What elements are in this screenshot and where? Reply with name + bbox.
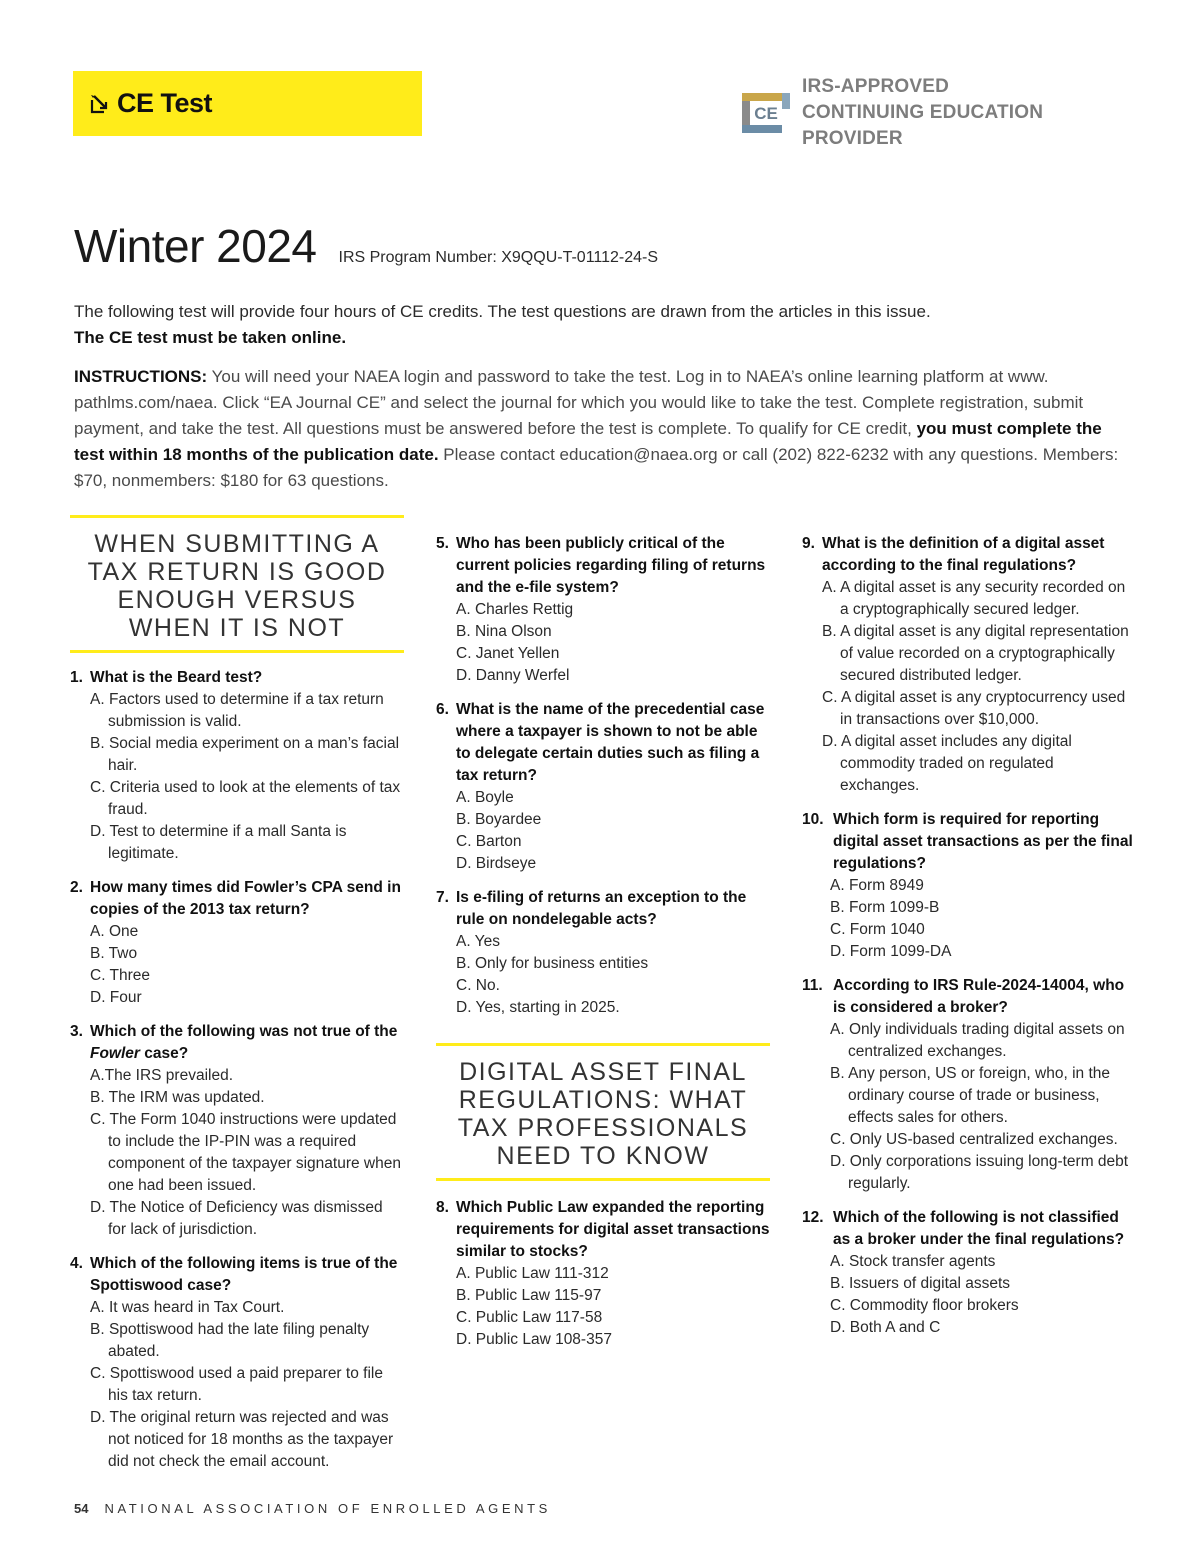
question-text: Is e-filing of returns an exception to the rule on nondelegable acts? bbox=[456, 889, 747, 928]
answer-option: A. A digital asset is any security recorded on a cryptographically secured ledger. bbox=[822, 579, 1126, 618]
question-text: What is the name of the precedential case where a taxpayer is shown to not be able to delegate certain duties such as filing a tax return? bbox=[456, 701, 765, 784]
answer-option: C. Three bbox=[90, 967, 151, 984]
question-number: 2. bbox=[70, 879, 83, 896]
column-1 bbox=[70, 515, 404, 1485]
answer-option: A.The IRS prevailed. bbox=[90, 1067, 234, 1084]
question-7 bbox=[436, 887, 770, 1019]
question-text: Which of the following items is true of the Spottiswood case? bbox=[90, 1255, 398, 1294]
answer-option: A. Form 8949 bbox=[830, 877, 924, 894]
answer-option: C. Only US-based centralized exchanges. bbox=[830, 1131, 1118, 1148]
question-11 bbox=[802, 975, 1136, 1195]
question-number: 7. bbox=[436, 889, 449, 906]
section-title: DIGITAL ASSET FINAL REGULATIONS: WHAT TAX PROFESSIONALS NEED TO KNOW bbox=[457, 1058, 749, 1170]
instructions-deadline: you must complete the test within 18 months of the publication date. bbox=[74, 419, 1102, 464]
answer-option: C. A digital asset is any cryptocurrency used in transactions over $10,000. bbox=[822, 689, 1126, 728]
column-2 bbox=[436, 533, 770, 1363]
provider-line-1: IRS-APPROVED bbox=[802, 76, 950, 97]
question-number: 3. bbox=[70, 1023, 83, 1040]
answer-option: A. Stock transfer agents bbox=[830, 1253, 996, 1270]
answer-option: D. A digital asset includes any digital commodity traded on regulated exchanges. bbox=[822, 733, 1072, 794]
instructions-label: INSTRUCTIONS: bbox=[74, 367, 208, 386]
answer-option: D. Yes, starting in 2025. bbox=[456, 999, 620, 1016]
question-3 bbox=[70, 1021, 404, 1241]
irs-provider-badge bbox=[740, 74, 1043, 152]
ce-provider-logo bbox=[740, 85, 796, 141]
section-header-digital-asset bbox=[436, 1043, 770, 1181]
title-row bbox=[74, 219, 658, 273]
instructions bbox=[74, 364, 1134, 494]
answer-option: D. Danny Werfel bbox=[456, 667, 570, 684]
answer-option: C. The Form 1040 instructions were updated to include the IP-PIN was a required component of the taxpayer signature when one had been issued. bbox=[90, 1111, 401, 1194]
pencil-arrow-icon bbox=[89, 93, 111, 115]
answer-option: D. Both A and C bbox=[830, 1319, 941, 1336]
banner-label: CE Test bbox=[117, 88, 213, 118]
answer-option: A. Only individuals trading digital assets on centralized exchanges. bbox=[830, 1021, 1125, 1060]
answer-option: C. Criteria used to look at the elements of tax fraud. bbox=[90, 779, 401, 818]
ce-test-banner bbox=[73, 71, 422, 136]
question-text: Which form is required for reporting digital asset transactions as per the final regulations? bbox=[833, 811, 1133, 872]
answer-option: C. Janet Yellen bbox=[456, 645, 560, 662]
answer-option: A. One bbox=[90, 923, 139, 940]
logo-text: CE bbox=[754, 104, 778, 123]
answer-option: C. Spottiswood used a paid preparer to file his tax return. bbox=[90, 1365, 383, 1404]
question-4 bbox=[70, 1253, 404, 1473]
provider-line-3: PROVIDER bbox=[802, 128, 903, 149]
answer-option: D. Birdseye bbox=[456, 855, 537, 872]
question-12 bbox=[802, 1207, 1136, 1339]
question-text: Who has been publicly critical of the current policies regarding filing of returns and the e-file system? bbox=[456, 535, 766, 596]
program-number: IRS Program Number: X9QQU-T-01112-24-S bbox=[338, 249, 659, 266]
intro bbox=[74, 299, 1134, 351]
question-1 bbox=[70, 667, 404, 865]
question-number: 4. bbox=[70, 1255, 83, 1272]
answer-option: A. Yes bbox=[456, 933, 500, 950]
answer-option: B. A digital asset is any digital representation of value recorded on a cryptographically secured distributed ledger. bbox=[822, 623, 1129, 684]
section-header-tax-return bbox=[70, 515, 404, 653]
page-footer bbox=[74, 1501, 551, 1516]
answer-option: C. Form 1040 bbox=[830, 921, 925, 938]
answer-option: C. Barton bbox=[456, 833, 522, 850]
answer-option: B. Social media experiment on a man’s facial hair. bbox=[90, 735, 400, 774]
answer-option: D. Test to determine if a mall Santa is legitimate. bbox=[90, 823, 347, 862]
question-text-end: case? bbox=[139, 1045, 189, 1062]
question-number: 5. bbox=[436, 535, 449, 552]
answer-option: D. Public Law 108-357 bbox=[456, 1331, 612, 1348]
section-title: WHEN SUBMITTING A TAX RETURN IS GOOD ENOUGH VERSUS WHEN IT IS NOT bbox=[87, 530, 387, 642]
answer-option: D. Form 1099-DA bbox=[830, 943, 952, 960]
intro-online-note: The CE test must be taken online. bbox=[74, 328, 347, 347]
answer-option: B. Boyardee bbox=[456, 811, 542, 828]
page-number: 54 bbox=[74, 1501, 89, 1516]
answer-option: B. Form 1099-B bbox=[830, 899, 940, 916]
answer-option: C. Commodity floor brokers bbox=[830, 1297, 1019, 1314]
page-title: Winter 2024 bbox=[74, 220, 317, 272]
question-6 bbox=[436, 699, 770, 875]
answer-option: B. Issuers of digital assets bbox=[830, 1275, 1011, 1292]
answer-option: B. Only for business entities bbox=[456, 955, 649, 972]
question-text: According to IRS Rule-2024-14004, who is considered a broker? bbox=[833, 977, 1125, 1016]
answer-option: D. The original return was rejected and was not noticed for 18 months as the taxpayer did not check the email account. bbox=[90, 1409, 394, 1470]
question-number: 11. bbox=[802, 977, 823, 994]
question-text: How many times did Fowler’s CPA send in copies of the 2013 tax return? bbox=[90, 879, 401, 918]
question-2 bbox=[70, 877, 404, 1009]
answer-option: A. Public Law 111-312 bbox=[456, 1265, 609, 1282]
answer-option: B. The IRM was updated. bbox=[90, 1089, 265, 1106]
answer-option: B. Spottiswood had the late filing penalty abated. bbox=[90, 1321, 370, 1360]
instructions-contact: Please contact education@naea.org or call (202) 822-6232 with any questions. Members: $70, nonmembers: $180 for 63 questions. bbox=[74, 445, 1119, 490]
answer-option: B. Two bbox=[90, 945, 138, 962]
question-text: What is the definition of a digital asset according to the final regulations? bbox=[822, 535, 1105, 574]
instructions-text: You will need your NAEA login and password to take the test. Log in to NAEA’s online learning platform at www. pathlms.com/naea. Click “EA Journal CE” and select the journal for which you would like to take the test. Complete registration, submit payment, and take the test. All questions must be answered before the test is complete. To qualify for CE credit, bbox=[74, 367, 1084, 438]
answer-option: B. Public Law 115-97 bbox=[456, 1287, 602, 1304]
answer-option: D. Four bbox=[90, 989, 142, 1006]
question-number: 10. bbox=[802, 811, 824, 828]
question-text: Which of the following was not true of the bbox=[90, 1023, 398, 1040]
question-number: 12. bbox=[802, 1209, 824, 1226]
question-number: 6. bbox=[436, 701, 449, 718]
answer-option: C. No. bbox=[456, 977, 500, 994]
answer-option: A. Boyle bbox=[456, 789, 514, 806]
column-3 bbox=[802, 533, 1136, 1351]
answer-option: B. Any person, US or foreign, who, in the ordinary course of trade or business, effects sales for others. bbox=[830, 1065, 1111, 1126]
question-10 bbox=[802, 809, 1136, 963]
question-text: What is the Beard test? bbox=[90, 669, 263, 686]
answer-option: D. The Notice of Deficiency was dismissed for lack of jurisdiction. bbox=[90, 1199, 383, 1238]
question-text: Which of the following is not classified as a broker under the final regulations? bbox=[833, 1209, 1125, 1248]
question-8 bbox=[436, 1197, 770, 1351]
answer-option: A. Charles Rettig bbox=[456, 601, 574, 618]
answer-option: A. It was heard in Tax Court. bbox=[90, 1299, 285, 1316]
answer-option: B. Nina Olson bbox=[456, 623, 552, 640]
question-9 bbox=[802, 533, 1136, 797]
answer-option: D. Only corporations issuing long-term debt regularly. bbox=[830, 1153, 1129, 1192]
question-number: 1. bbox=[70, 669, 83, 686]
footer-org: NATIONAL ASSOCIATION OF ENROLLED AGENTS bbox=[104, 1501, 551, 1516]
answer-option: C. Public Law 117-58 bbox=[456, 1309, 603, 1326]
intro-line: The following test will provide four hours of CE credits. The test questions are drawn from the articles in this issue. bbox=[74, 302, 931, 321]
provider-line-2: CONTINUING EDUCATION bbox=[802, 102, 1044, 123]
question-number: 9. bbox=[802, 535, 815, 552]
question-5 bbox=[436, 533, 770, 687]
answer-option: A. Factors used to determine if a tax return submission is valid. bbox=[90, 691, 384, 730]
case-name: Fowler bbox=[90, 1045, 140, 1062]
question-number: 8. bbox=[436, 1199, 449, 1216]
question-text: Which Public Law expanded the reporting requirements for digital asset transactions similar to stocks? bbox=[456, 1199, 770, 1260]
